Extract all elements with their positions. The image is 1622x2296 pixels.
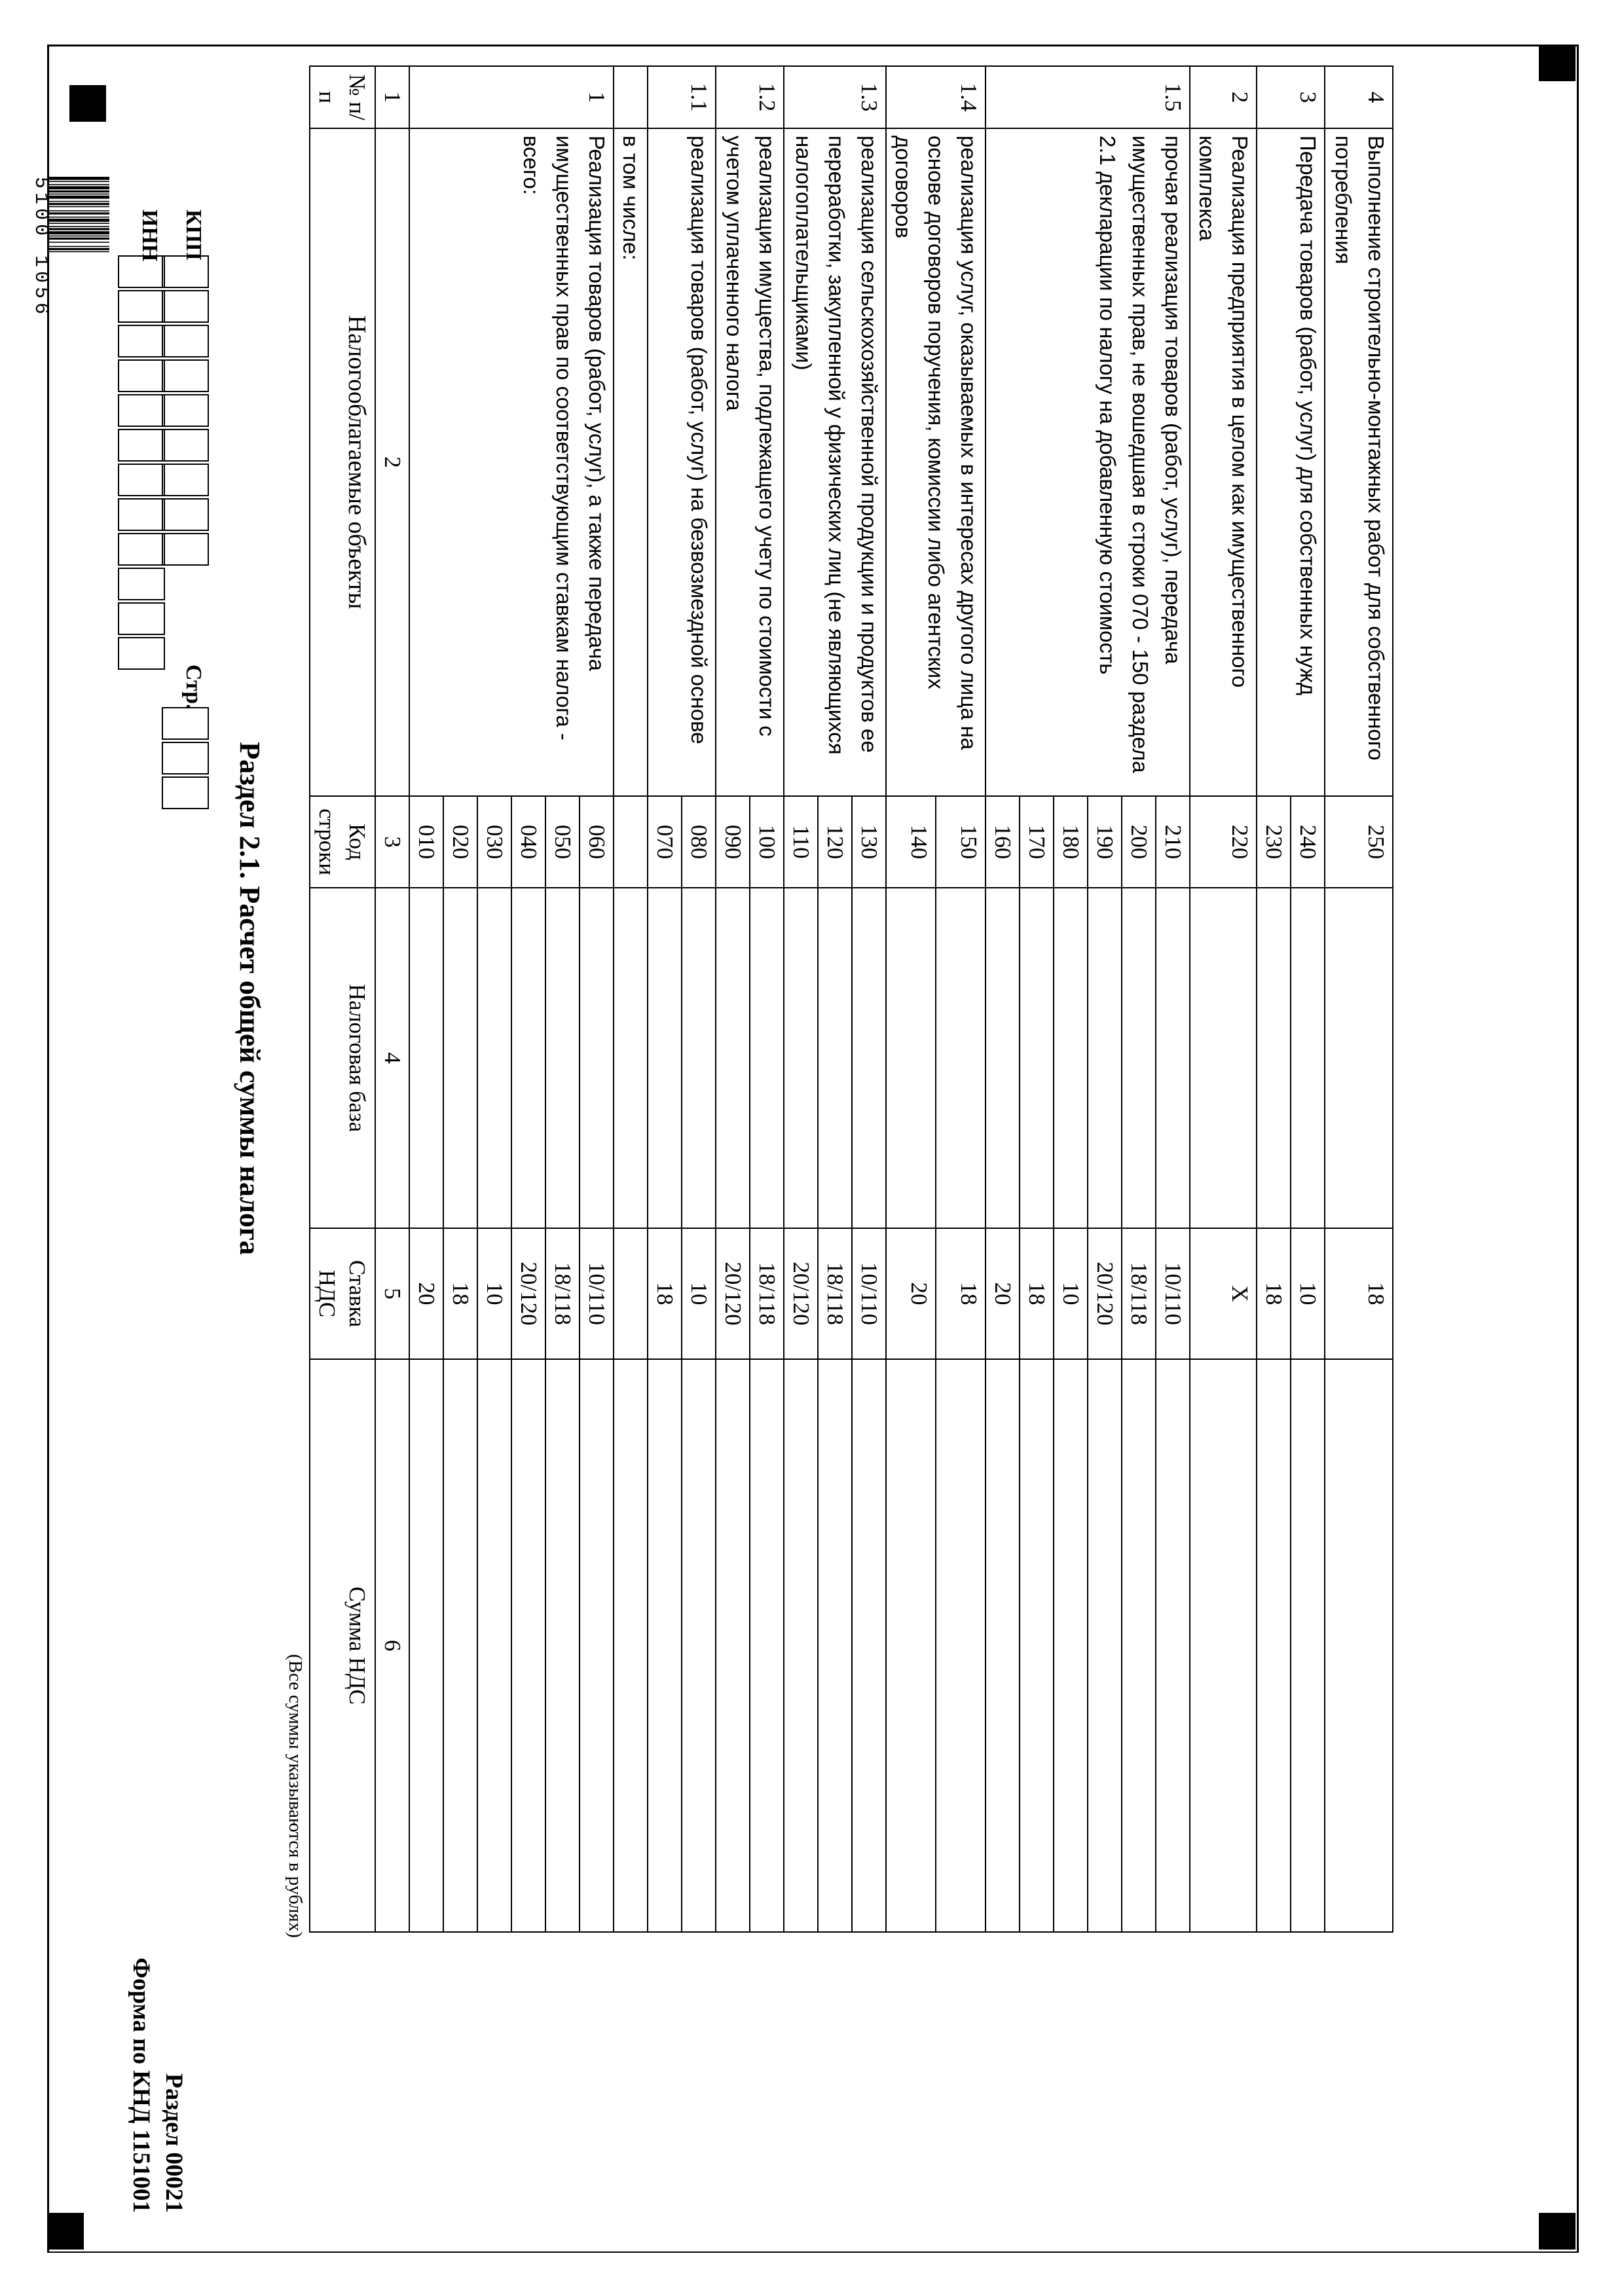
tax-base-input[interactable] [545, 888, 580, 1228]
inn-cell[interactable] [118, 568, 165, 600]
row-code: 240 [1291, 796, 1325, 888]
tax-base-input[interactable] [1020, 888, 1054, 1228]
row-object-text: реализация имущества, подлежащего учету по стоимости с учетом уплаченного налога [716, 128, 784, 796]
row-code: 220 [1190, 796, 1257, 888]
tax-base-input[interactable] [936, 888, 986, 1228]
kpp-cell[interactable] [162, 255, 209, 288]
vat-sum-input[interactable] [682, 1359, 716, 1932]
table-row [1190, 66, 1257, 1932]
tax-base-input[interactable] [818, 888, 852, 1228]
vat-sum-input[interactable] [818, 1359, 852, 1932]
vat-rate: 18 [936, 1228, 986, 1359]
barcode-bar [49, 231, 109, 234]
table-row [1325, 66, 1393, 1932]
vat-rate: 20 [886, 1228, 936, 1359]
table-row [716, 66, 750, 1932]
section-title: Раздел 2.1. Расчет общей суммы налога [234, 742, 266, 1255]
vat-rate: 18 [1257, 1228, 1291, 1359]
vat-sum-input[interactable] [580, 1359, 614, 1932]
table-row [986, 66, 1020, 1932]
col-number: 4 [375, 888, 409, 1228]
vat-rate: 18 [1020, 1228, 1054, 1359]
kpp-cell[interactable] [162, 498, 209, 531]
vat-rate: 10 [1054, 1228, 1088, 1359]
vat-rate: 20/120 [784, 1228, 818, 1359]
vat-rate: 20/120 [511, 1228, 545, 1359]
row-code: 080 [682, 796, 716, 888]
table-row [614, 66, 648, 1932]
inn-cell[interactable] [118, 255, 165, 288]
inn-cell[interactable] [118, 325, 165, 357]
vat-sum-input[interactable] [1291, 1359, 1325, 1932]
row-code: 110 [784, 796, 818, 888]
row-code: 120 [818, 796, 852, 888]
row-code: 050 [545, 796, 580, 888]
tax-base-input[interactable] [682, 888, 716, 1228]
row-code: 210 [1156, 796, 1190, 888]
row-num: 1.4 [886, 66, 986, 128]
tax-base-input[interactable] [443, 888, 477, 1228]
vat-rate: 20/120 [1088, 1228, 1122, 1359]
barcode-bar [49, 196, 109, 199]
barcode-bar [49, 246, 109, 247]
tax-base-input[interactable] [852, 888, 886, 1228]
vat-rate: 10/110 [580, 1228, 614, 1359]
kpp-cell[interactable] [162, 464, 209, 496]
vat-sum-input[interactable] [886, 1359, 936, 1932]
vat-rate: 18 [648, 1228, 682, 1359]
barcode-bar [49, 206, 109, 208]
row-code: 020 [443, 796, 477, 888]
barcode-bar [49, 223, 109, 224]
tax-base-input[interactable] [409, 888, 443, 1228]
vat-rate: 10/110 [1156, 1228, 1190, 1359]
vat-sum-input[interactable] [1020, 1359, 1054, 1932]
tax-base-input[interactable] [580, 888, 614, 1228]
row-object-text: реализация сельскохозяйственной продукции и продуктов ее переработки, закупленной у физических лиц (не являющихся налогоплательщиками) [784, 128, 886, 796]
col-number: 6 [375, 1359, 409, 1932]
vat-rate: 18/118 [818, 1228, 852, 1359]
barcode-bar [49, 203, 109, 205]
barcode-bar [49, 228, 109, 230]
table-row [648, 66, 682, 1932]
row-code: 090 [716, 796, 750, 888]
vat-sum-input[interactable] [648, 1359, 682, 1932]
tax-base-input[interactable] [1257, 888, 1291, 1228]
tax-base-input[interactable] [1190, 888, 1257, 1228]
row-code: 010 [409, 796, 443, 888]
col-number: 2 [375, 128, 409, 796]
row-object-text: Реализация предприятия в целом как имущественного комплекса [1190, 128, 1257, 796]
row-object-text: в том числе: [614, 128, 648, 796]
inn-cell[interactable] [118, 359, 165, 392]
table-row [784, 66, 818, 1932]
barcode-bar [49, 177, 109, 180]
header-num: № п/п [310, 66, 375, 128]
page-cell[interactable] [162, 707, 209, 740]
barcode-bar [49, 219, 109, 222]
barcode-bar [49, 212, 109, 214]
row-num: 1.2 [716, 66, 784, 128]
row-code: 250 [1325, 796, 1393, 888]
barcode-bar [49, 191, 109, 192]
row-code: 150 [936, 796, 986, 888]
barcode-bar [49, 181, 109, 182]
empty-cell [614, 796, 648, 888]
kpp-cell[interactable] [162, 325, 209, 357]
page-label: Стр. [181, 665, 206, 710]
tax-base-input[interactable] [511, 888, 545, 1228]
vat-sum-input[interactable] [409, 1359, 443, 1932]
row-object-text: прочая реализация товаров (работ, услуг), передача имущественных прав, не вошедшая в строки 070 - 150 раздела 2.1 декларации по налогу на добавленную стоимость [986, 128, 1190, 796]
row-code: 160 [986, 796, 1020, 888]
tax-base-input[interactable] [1325, 888, 1393, 1228]
vat-rate: 20 [986, 1228, 1020, 1359]
row-code: 030 [477, 796, 511, 888]
vat-rate: 10 [477, 1228, 511, 1359]
kpp-cell[interactable] [162, 359, 209, 392]
vat-rate: 10/110 [852, 1228, 886, 1359]
column-number-row [375, 66, 409, 1932]
kpp-cell[interactable] [162, 429, 209, 462]
inn-cell[interactable] [118, 429, 165, 462]
row-num: 1.1 [648, 66, 716, 128]
vat-sum-input[interactable] [511, 1359, 545, 1932]
section-code: Раздел 00021 [160, 2073, 187, 2213]
tax-base-input[interactable] [1088, 888, 1122, 1228]
barcode-bar [49, 242, 109, 243]
vat-sum-input[interactable] [936, 1359, 986, 1932]
registration-marker-header [69, 85, 106, 122]
vat-rate: 20 [409, 1228, 443, 1359]
inn-cell[interactable] [118, 394, 165, 427]
inn-cell[interactable] [118, 602, 165, 635]
vat-rate: 18 [443, 1228, 477, 1359]
kpp-cell[interactable] [162, 533, 209, 566]
inn-label: ИНН [138, 210, 162, 262]
kpp-cell[interactable] [162, 394, 209, 427]
row-num: 3 [1257, 66, 1325, 128]
row-num: 2 [1190, 66, 1257, 128]
vat-rate: 18/118 [750, 1228, 784, 1359]
vat-sum-input[interactable] [986, 1359, 1020, 1932]
header-base: Налоговая база [310, 888, 375, 1228]
tax-base-input[interactable] [886, 888, 936, 1228]
tax-base-input[interactable] [648, 888, 682, 1228]
barcode-bar [49, 210, 109, 211]
row-object-text: Передача товаров (работ, услуг) для собственных нужд [1257, 128, 1325, 796]
tax-base-input[interactable] [784, 888, 818, 1228]
barcode-bar [49, 184, 109, 185]
barcode-bar [49, 217, 109, 218]
barcode-bar [49, 186, 109, 189]
tax-base-input[interactable] [477, 888, 511, 1228]
inn-cell[interactable] [118, 498, 165, 531]
vat-rate: 18/118 [545, 1228, 580, 1359]
header-row [310, 66, 375, 1932]
inn-cell[interactable] [118, 533, 165, 566]
vat-sum-input[interactable] [716, 1359, 750, 1932]
row-code: 140 [886, 796, 936, 888]
row-code: 130 [852, 796, 886, 888]
row-code: 190 [1088, 796, 1122, 888]
tax-calculation-table [309, 65, 1393, 1933]
row-code: 040 [511, 796, 545, 888]
row-object-text: Реализация товаров (работ, услуг), а также передача имущественных прав по соответствующим ставкам налога - всего: [409, 128, 614, 796]
vat-sum-input[interactable] [1054, 1359, 1088, 1932]
vat-sum-input[interactable] [477, 1359, 511, 1932]
vat-sum-input[interactable] [784, 1359, 818, 1932]
inn-cell[interactable] [118, 464, 165, 496]
empty-cell [614, 1228, 648, 1359]
row-code: 060 [580, 796, 614, 888]
tax-base-input[interactable] [1122, 888, 1156, 1228]
vat-sum-input[interactable] [1088, 1359, 1122, 1932]
row-object-text: реализация услуг, оказываемых в интересах другого лица на основе договоров поручения, комиссии либо агентских договоров [886, 128, 986, 796]
row-code: 070 [648, 796, 682, 888]
tax-base-input[interactable] [716, 888, 750, 1228]
row-num: 1.3 [784, 66, 886, 128]
tax-base-input[interactable] [986, 888, 1020, 1228]
row-num: 4 [1325, 66, 1393, 128]
vat-sum-input[interactable] [443, 1359, 477, 1932]
row-code: 170 [1020, 796, 1054, 888]
inn-cell[interactable] [118, 637, 165, 670]
row-code: 180 [1054, 796, 1088, 888]
kpp-label: КПП [181, 210, 206, 261]
col-number: 1 [375, 66, 409, 128]
row-num: 1 [409, 66, 614, 128]
vat-sum-input[interactable] [1325, 1359, 1393, 1932]
row-object-text: Выполнение строительно-монтажных работ для собственного потребления [1325, 128, 1393, 796]
col-number: 5 [375, 1228, 409, 1359]
vat-sum-input[interactable] [1122, 1359, 1156, 1932]
tax-base-input[interactable] [1054, 888, 1088, 1228]
vat-sum-input[interactable] [1257, 1359, 1291, 1932]
barcode-bar [49, 238, 109, 240]
barcode-bar [49, 226, 109, 227]
empty-cell [614, 1359, 648, 1932]
vat-sum-input[interactable] [852, 1359, 886, 1932]
header-sum: Сумма НДС [310, 1359, 375, 1932]
vat-sum-input[interactable] [750, 1359, 784, 1932]
vat-rate: 10 [682, 1228, 716, 1359]
barcode-image [49, 177, 109, 318]
vat-sum-input[interactable] [545, 1359, 580, 1932]
page-cell[interactable] [162, 776, 209, 809]
barcode-bar [49, 248, 109, 250]
form-code: Форма по КНД 1151001 [128, 1958, 155, 2213]
row-code: 230 [1257, 796, 1291, 888]
kpp-cell[interactable] [162, 290, 209, 323]
vat-rate: 18/118 [1122, 1228, 1156, 1359]
inn-cell[interactable] [118, 290, 165, 323]
tax-base-input[interactable] [750, 888, 784, 1228]
table-row [1257, 66, 1291, 1932]
tax-base-input[interactable] [1291, 888, 1325, 1228]
row-num [614, 66, 648, 128]
amounts-note: (Все суммы указываются в рублях) [285, 1654, 306, 1938]
vat-rate: 10 [1291, 1228, 1325, 1359]
vat-sum-input[interactable] [1190, 1359, 1257, 1932]
barcode-bar [49, 194, 109, 195]
tax-base-input[interactable] [1156, 888, 1190, 1228]
row-code: 200 [1122, 796, 1156, 888]
vat-sum-input[interactable] [1156, 1359, 1190, 1932]
barcode-bar [49, 236, 109, 237]
table-row [886, 66, 936, 1932]
barcode-bar [49, 201, 109, 202]
page-cell[interactable] [162, 742, 209, 774]
barcode-number: 5100 1056 [29, 177, 52, 319]
empty-cell [614, 888, 648, 1228]
vat-rate: 18 [1325, 1228, 1393, 1359]
table-row [409, 66, 443, 1932]
vat-rate: 20/120 [716, 1228, 750, 1359]
row-num: 1.5 [986, 66, 1190, 128]
col-number: 3 [375, 796, 409, 888]
vat-rate: X [1190, 1228, 1257, 1359]
header-code: Код строки [310, 796, 375, 888]
row-code: 100 [750, 796, 784, 888]
header-object: Налогооблагаемые объекты [310, 128, 375, 796]
header-rate: Ставка НДС [310, 1228, 375, 1359]
barcode-bar [49, 251, 109, 253]
row-object-text: реализация товаров (работ, услуг) на безвозмездной основе [648, 128, 716, 796]
